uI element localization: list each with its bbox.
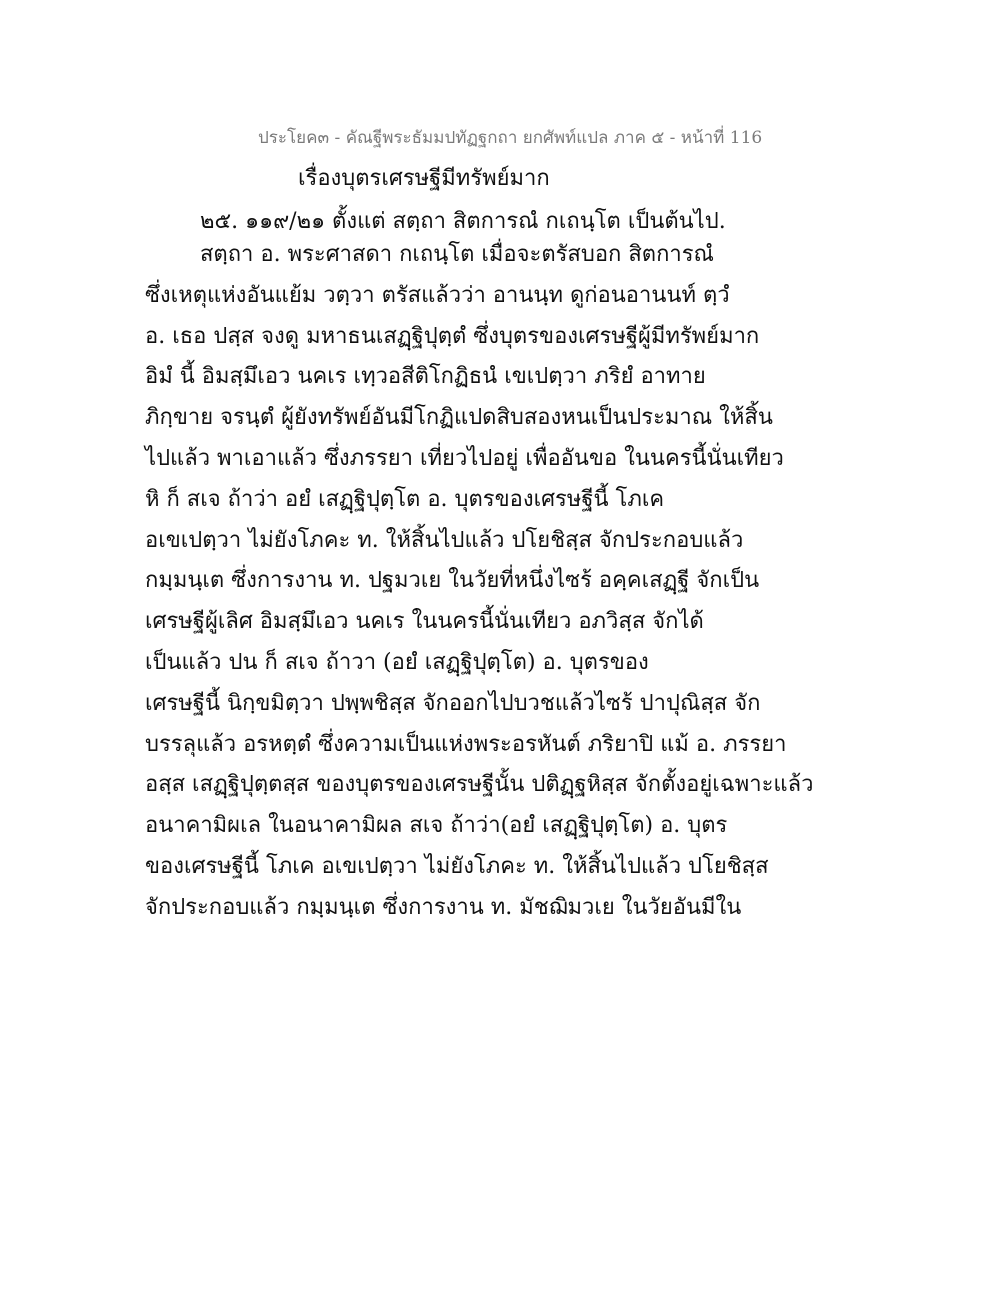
body-line: หิ ก็ สเจ ถ้าว่า อยํ เสฏฺฐิปุตฺโต อ. บุตรของเศรษฐีนี้ โภเค <box>145 486 665 512</box>
story-title: เรื่องบุตรเศรษฐีมีทรัพย์มาก <box>298 166 550 191</box>
story-reference: ๒๕. ๑๑๙/๒๑ ตั้งแต่ สตฺถา สิตการณํ กเถนฺโต เป็นต้นไป. <box>200 209 726 234</box>
body-line: บรรลุแล้ว อรหตฺตํ ซึ่งความเป็นแห่งพระอรหันต์ ภริยาปิ แม้ อ. ภรรยา <box>145 731 787 757</box>
body-line: เศรษฐีนี้ นิกฺขมิตฺวา ปพฺพชิสฺส จักออกไปบวชแล้วไซร้ ปาปุณิสฺส จัก <box>145 690 761 716</box>
body-line: สตฺถา อ. พระศาสดา กเถนฺโต เมื่อจะตรัสบอก สิตการณํ <box>200 242 714 267</box>
body-line: อิมํ นี้ อิมสฺมึเอว นคเร เทฺวอสีติโกฏิธนํ เขเปตฺวา ภริยํ อาทาย <box>145 364 706 390</box>
body-line: อนาคามิผเล ในอนาคามิผล สเจ ถ้าว่า(อยํ เสฏฺฐิปุตฺโต) อ. บุตร <box>145 813 728 839</box>
body-line: อ. เธอ ปสฺส จงดู มหาธนเสฏฺฐิปุตฺตํ ซึ่งบุตรของเศรษฐีผู้มีทรัพย์มาก <box>145 323 760 349</box>
body-line: ภิกฺขาย จรนฺตํ ผู้ยังทรัพย์อันมีโกฏิแปดสิบสองหนเป็นประมาณ ให้สิ้น <box>145 405 773 431</box>
body-line: อเขเปตฺวา ไม่ยังโภคะ ท. ให้สิ้นไปแล้ว ปโยชิสฺส จักประกอบแล้ว <box>145 527 744 553</box>
body-line: เป็นแล้ว ปน ก็ สเจ ถ้าวา (อยํ เสฏฺฐิปุตฺโต) อ. บุตรของ <box>145 649 649 675</box>
body-text <box>145 243 845 937</box>
body-line: กมฺมนฺเต ซึ่งการงาน ท. ปฐมวเย ในวัยที่หนึ่งไซร้ อคฺคเสฏฺฐี จักเป็น <box>145 568 760 594</box>
body-line: อสฺส เสฏฺฐิปุตฺตสฺส ของบุตรของเศรษฐีนั้น ปติฏฺฐหิสฺส จักตั้งอยู่เฉพาะแล้ว <box>145 772 814 798</box>
body-line: ของเศรษฐีนี้ โภเค อเขเปตฺวา ไม่ยังโภคะ ท. ให้สิ้นไปแล้ว ปโยชิสฺส <box>145 853 769 879</box>
body-line: ไปแล้ว พาเอาแล้ว ซึ่งภรรยา เที่ยวไปอยู่ เพื่ออันขอ ในนครนี้นั่นเทียว <box>145 445 784 471</box>
body-line: เศรษฐีผู้เลิศ อิมสฺมึเอว นคเร ในนครนี้นั่นเทียว อภวิสฺส จักได้ <box>145 609 704 635</box>
body-line: จักประกอบแล้ว กมฺมนฺเต ซึ่งการงาน ท. มัชฌิมวเย ในวัยอันมีใน <box>145 894 742 920</box>
body-line: ซึ่งเหตุแห่งอันแย้ม วตฺวา ตรัสแล้วว่า อานนฺท ดูก่อนอานนท์ ตฺวํ <box>145 282 730 308</box>
running-header: ประโยค๓ - คัณฐีพระธัมมปทัฏฐกถา ยกศัพท์แปล ภาค ๕ - หน้าที่ 116 <box>258 128 763 148</box>
